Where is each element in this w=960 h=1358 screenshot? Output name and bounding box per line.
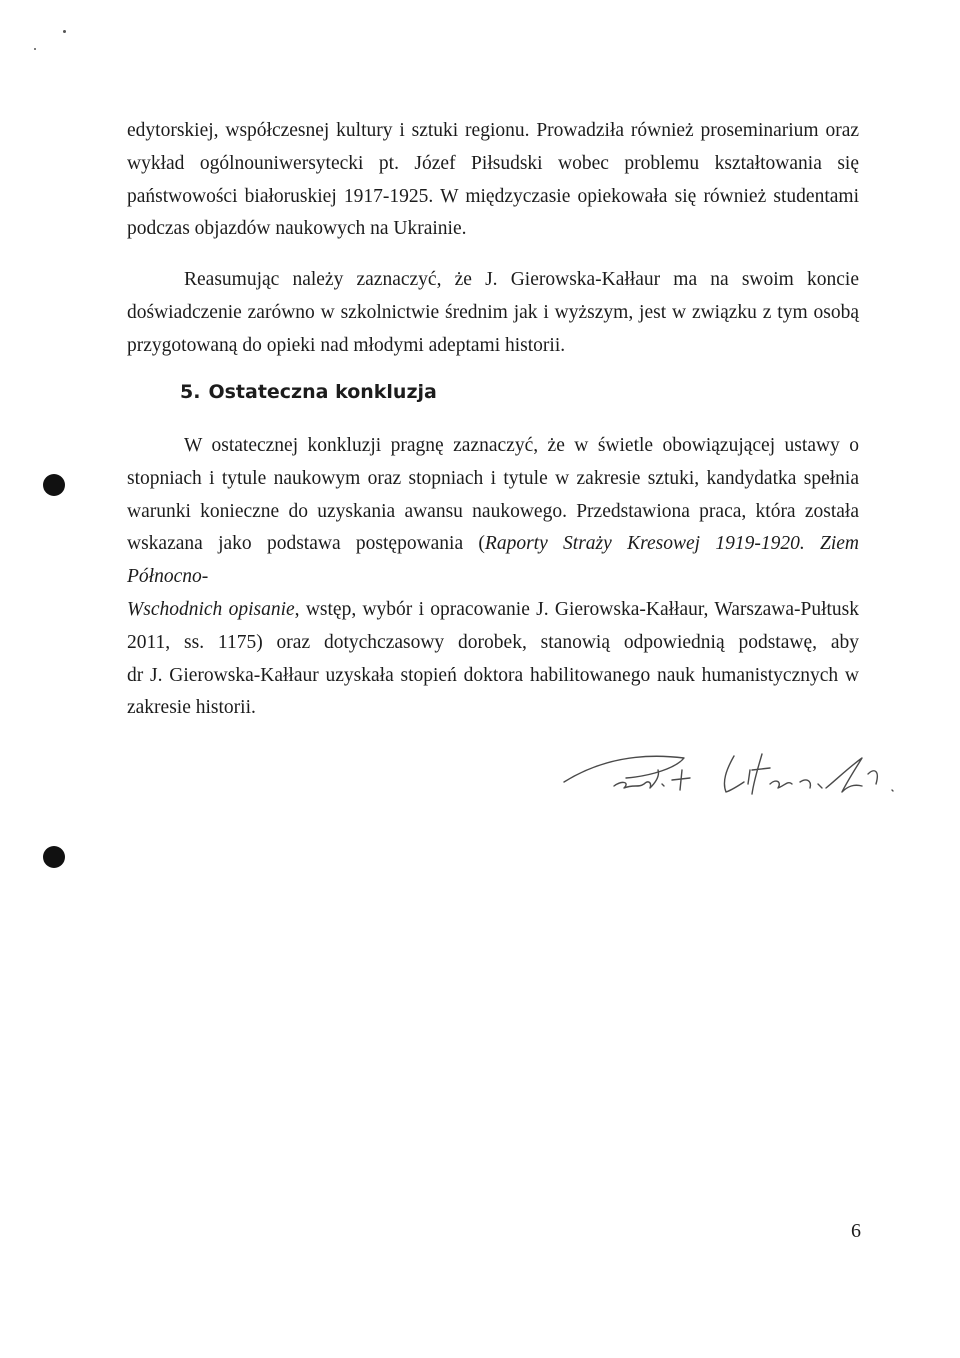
text-run: , wstęp, wybór i opracowanie J. Gierowska-Kałłaur, Warszawa-Pułtusk <box>294 598 860 620</box>
punch-hole <box>43 846 65 868</box>
text-line: doświadczenie zarówno w szkolnictwie średnim jak i wyższym, jest w związku z tym osobą <box>127 301 859 323</box>
text-line: Reasumując należy zaznaczyć, że J. Gierowska-Kałłaur ma na swoim koncie <box>184 269 859 290</box>
text-line: państwowości białoruskiej 1917-1925. W międzyczasie opiekowała się również studentami <box>127 185 859 207</box>
punch-hole <box>43 474 65 496</box>
section-title: Ostateczna konkluzja <box>208 381 437 403</box>
text-line: zakresie historii. <box>127 697 256 719</box>
paragraph-conclusion <box>127 430 859 725</box>
paragraph-summary <box>127 264 859 362</box>
text-line: edytorskiej, współczesnej kultury i sztuki regionu. Prowadziła również proseminarium oraz <box>127 120 859 141</box>
scan-speck <box>34 48 36 50</box>
text-line: stopniach i tytule naukowym oraz stopniach i tytule w zakresie sztuki, kandydatka spełnia <box>127 467 859 489</box>
scan-speck <box>63 30 66 33</box>
text-line: przygotowaną do opieki nad młodymi adeptami historii. <box>127 334 566 356</box>
book-title: Raporty Straży Kresowej 1919-1920. Ziem Północno- <box>127 533 859 588</box>
text-line: 2011, ss. 1175) oraz dotychczasowy dorobek, stanowią odpowiednią podstawę, aby <box>127 631 859 653</box>
text-line <box>127 594 859 627</box>
text-line <box>127 528 859 594</box>
text-line: wykład ogólnouniwersytecki pt. Józef Piłsudski wobec problemu kształtowania się <box>127 152 859 174</box>
section-heading <box>180 381 437 403</box>
text-line: W ostatecznej konkluzji pragnę zaznaczyć, że w świetle obowiązującej ustawy o <box>184 435 859 456</box>
book-title: Wschodnich opisanie <box>127 598 295 620</box>
text-line: warunki konieczne do uzyskania awansu naukowego. Przedstawiona praca, która została <box>127 500 859 522</box>
page-number: 6 <box>851 1220 861 1242</box>
text-line: podczas objazdów naukowych na Ukrainie. <box>127 218 467 240</box>
paragraph-continuation <box>127 115 859 246</box>
text-run: wskazana jako podstawa postępowania ( <box>127 533 485 555</box>
section-number: 5. <box>180 381 201 403</box>
text-line: dr J. Gierowska-Kałłaur uzyskała stopień doktora habilitowanego nauk humanistycznych w <box>127 664 859 686</box>
handwritten-signature <box>556 740 906 810</box>
